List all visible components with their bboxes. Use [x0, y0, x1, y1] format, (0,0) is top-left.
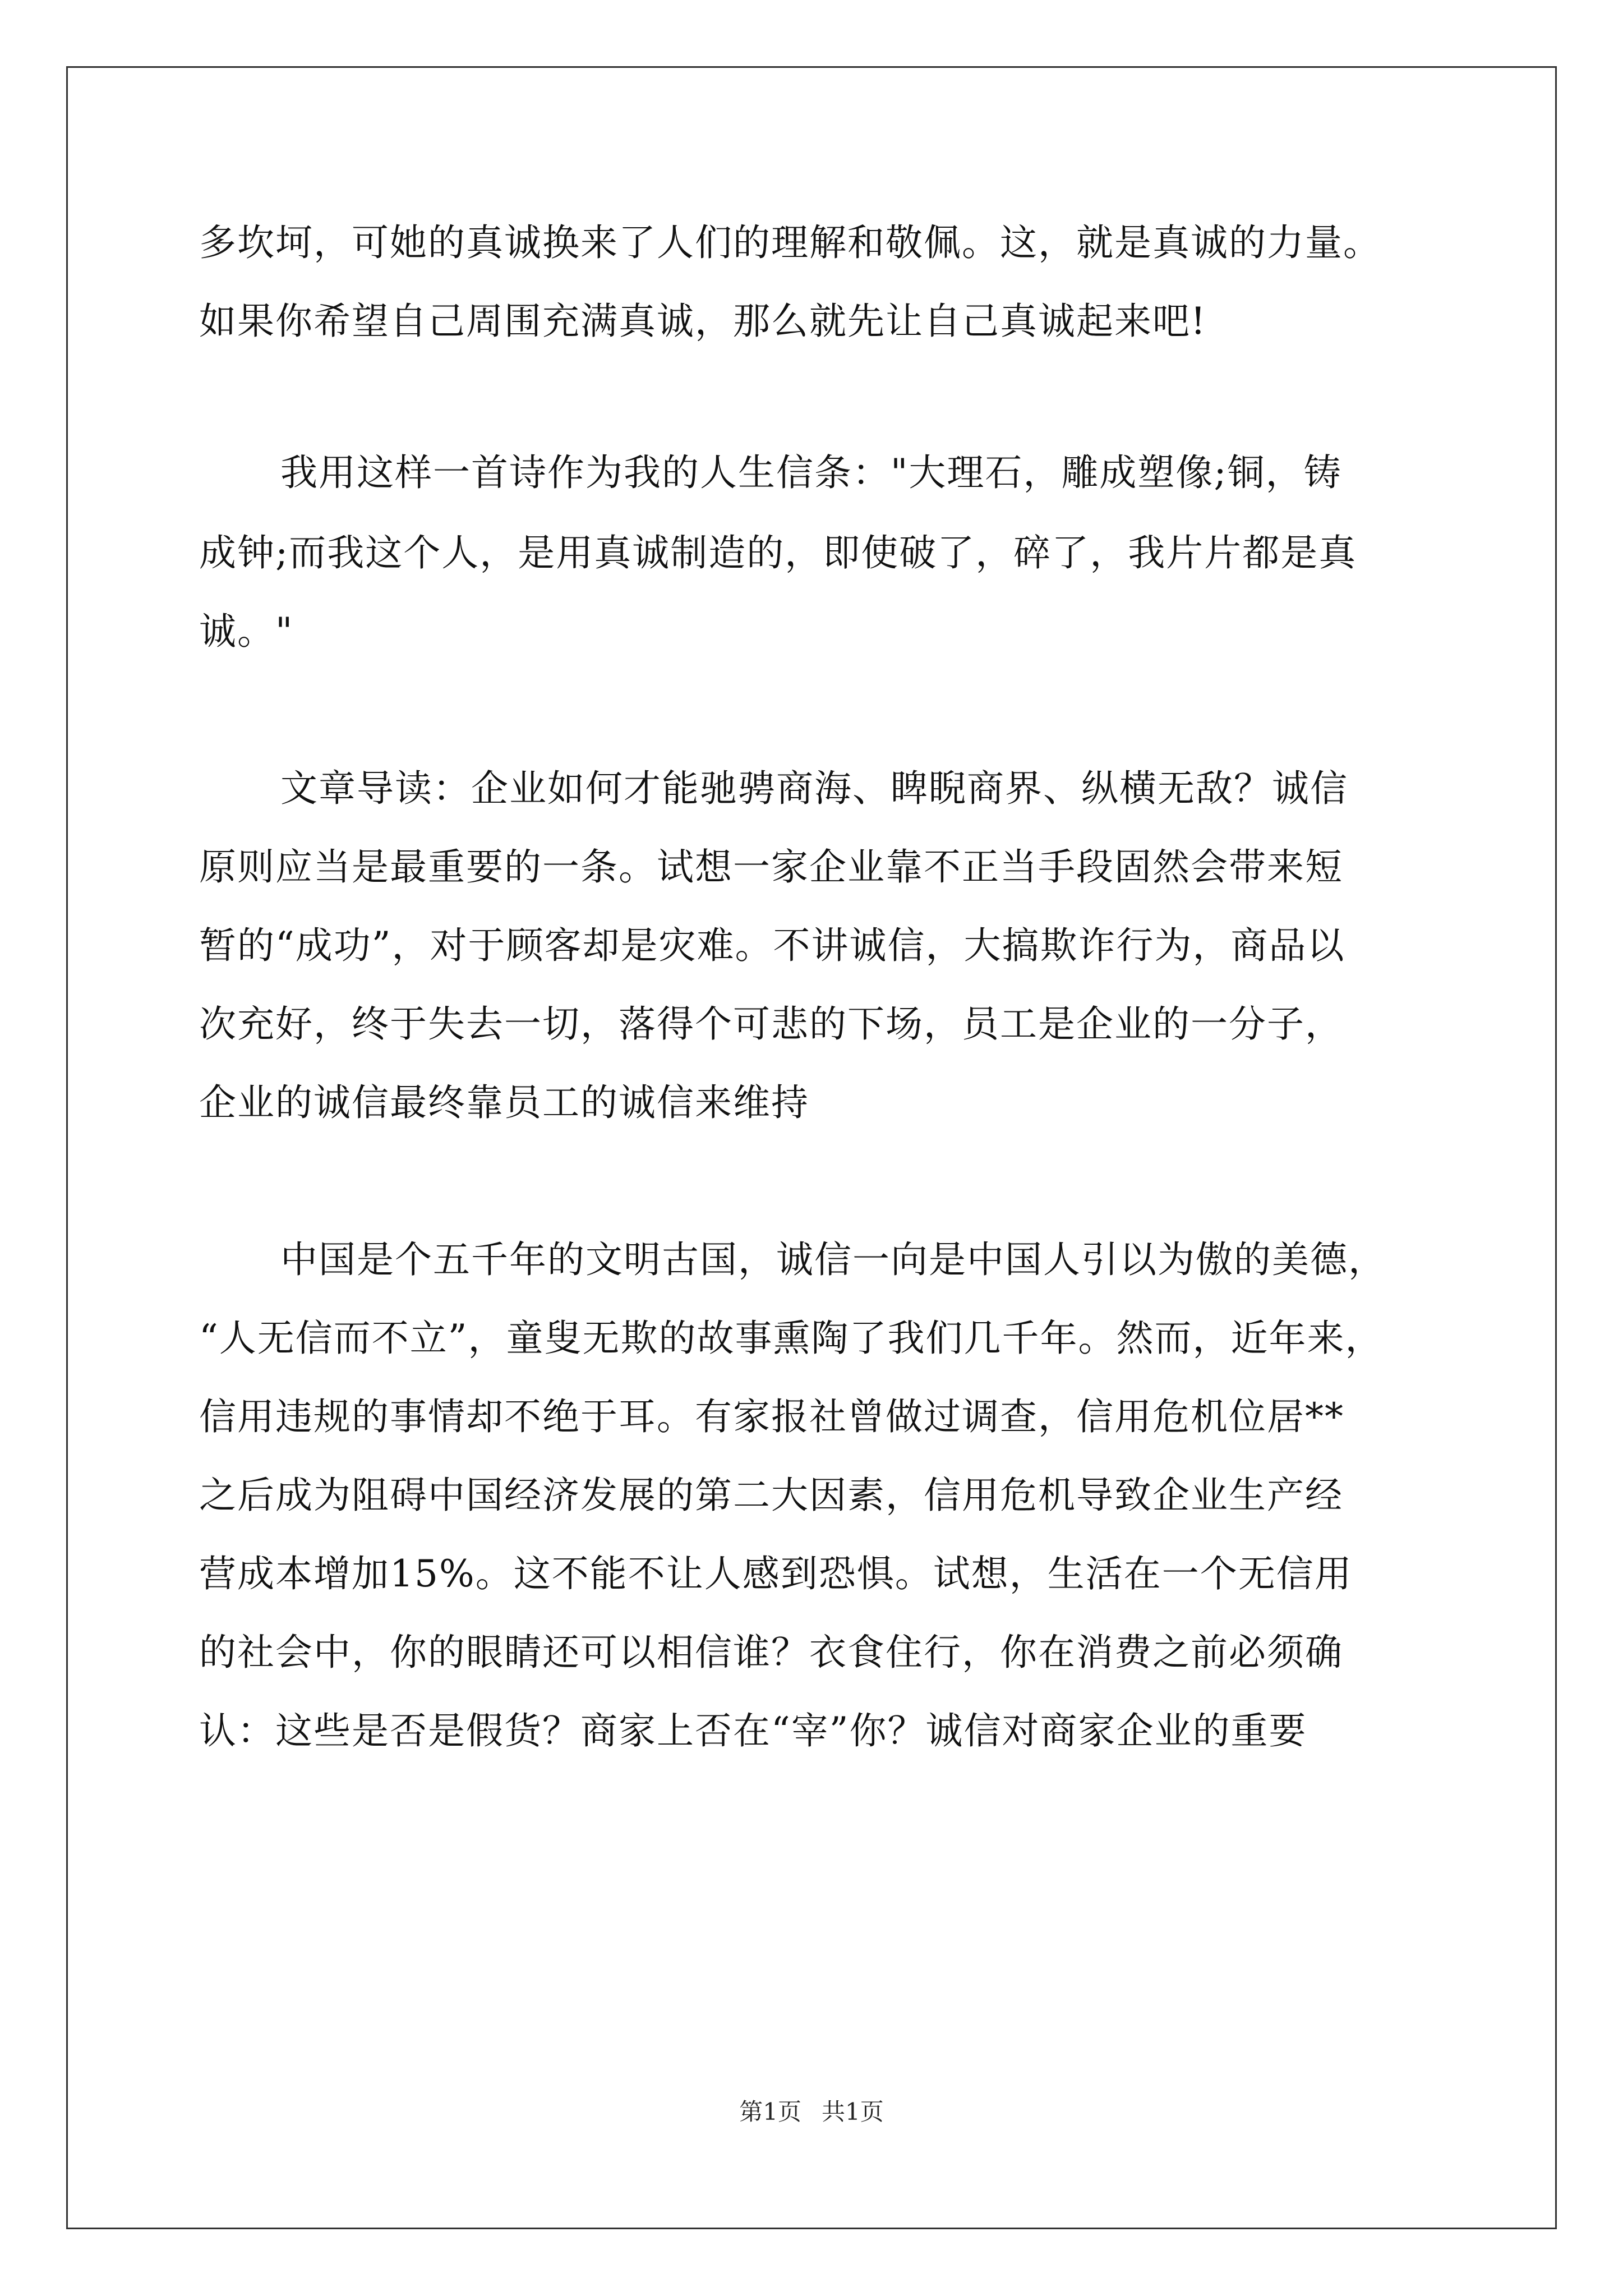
- page-border: [66, 66, 1557, 2229]
- page-footer: [0, 2098, 1623, 2126]
- text-line: 成钟;而我这个人，是用真诚制造的，即使破了，碎了，我片片都是真: [199, 531, 1357, 574]
- text-line: 我用这样一首诗作为我的人生信条："大理石，雕成塑像;铜，铸: [280, 451, 1342, 494]
- text-line: 诚。": [199, 610, 294, 653]
- text-line: 原则应当是最重要的一条。试想一家企业靠不正当手段固然会带来短: [199, 845, 1343, 889]
- text-line: 如果你希望自己周围充满真诚，那么就先让自己真诚起来吧!: [199, 300, 1207, 343]
- text-line: 认：这些是否是假货？商家上否在“宰”你？诚信对商家企业的重要: [199, 1709, 1307, 1752]
- text-line: 之后成为阻碍中国经济发展的第二大因素，信用危机导致企业生产经: [199, 1474, 1343, 1517]
- text-line: 的社会中，你的眼睛还可以相信谁？衣食住行，你在消费之前必须确: [199, 1631, 1343, 1674]
- text-line: 次充好，终于失去一切，落得个可悲的下场，员工是企业的一分子，: [199, 1002, 1343, 1046]
- text-line: 文章导读：企业如何才能驰骋商海、睥睨商界、纵横无敌？诚信: [280, 767, 1348, 810]
- page-number: 第1页: [739, 2098, 801, 2125]
- text-line: “人无信而不立”，童叟无欺的故事熏陶了我们几千年。然而，近年来，: [199, 1317, 1384, 1360]
- text-line: 营成本增加15%。这不能不让人感到恐惧。试想，生活在一个无信用: [199, 1552, 1353, 1595]
- text-line: 多坎坷，可她的真诚换来了人们的理解和敬佩。这，就是真诚的力量。: [199, 221, 1381, 264]
- text-line: 信用违规的事情却不绝于耳。有家报社曾做过调查，信用危机位居**: [199, 1395, 1344, 1438]
- text-line: 中国是个五千年的文明古国，诚信一向是中国人引以为傲的美德，: [280, 1238, 1386, 1281]
- text-line: 企业的诚信最终靠员工的诚信来维持: [199, 1081, 809, 1124]
- page-total: 共1页: [822, 2098, 884, 2125]
- text-line: 暂的“成功”，对于顾客却是灾难。不讲诚信，大搞欺诈行为，商品以: [199, 924, 1345, 967]
